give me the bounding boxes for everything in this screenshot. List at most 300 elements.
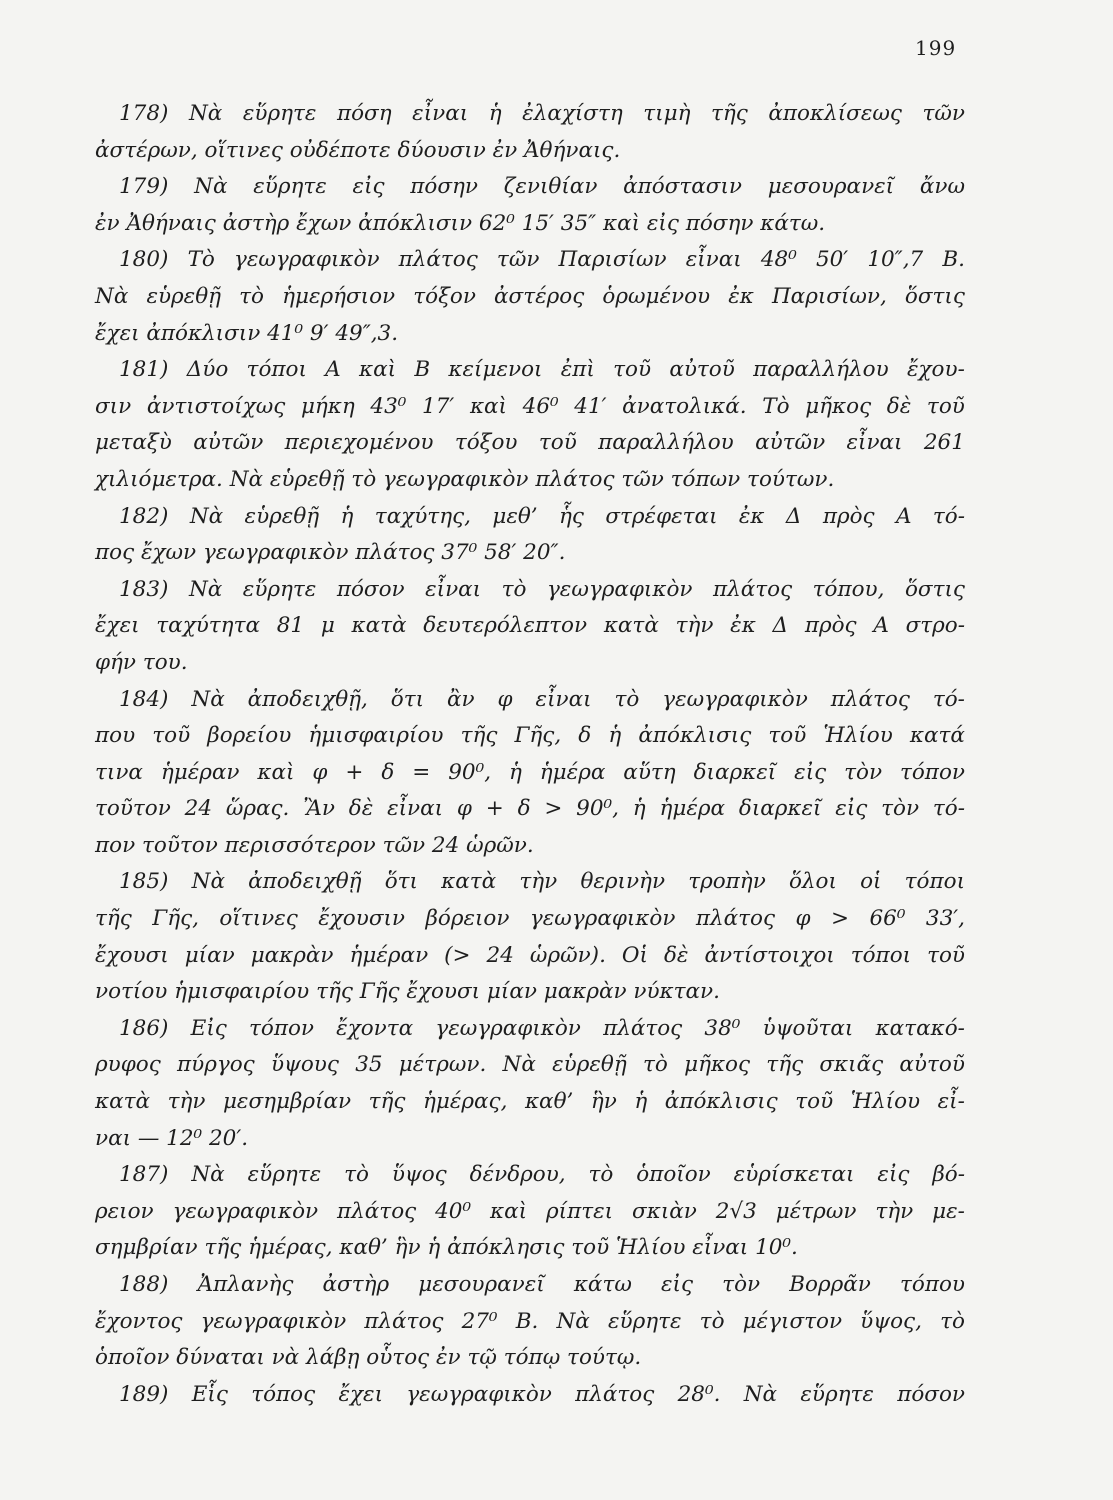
word: εὕρητε	[253, 174, 327, 200]
word: Νὰ	[502, 1052, 536, 1078]
word: τινα	[95, 759, 143, 785]
word: μέτρων	[775, 1198, 857, 1224]
word: ἣν	[590, 1089, 617, 1115]
word: τὴν	[519, 869, 558, 895]
text-line	[95, 938, 965, 975]
word: Β.	[515, 1308, 539, 1334]
word: δὲ	[663, 942, 689, 968]
word: εἰς	[661, 1272, 694, 1297]
word: τό-	[932, 686, 965, 712]
word: ἐκ	[730, 613, 756, 639]
word: εὑρεθῇ	[552, 1052, 627, 1078]
word: 10″,7	[867, 247, 924, 273]
word: +	[485, 796, 504, 822]
text-line	[95, 1011, 965, 1048]
word: μέγιστον	[742, 1308, 843, 1334]
word: πλάτος	[364, 1308, 444, 1334]
word: ἔχοντος	[95, 1308, 183, 1334]
word: 187)	[119, 1162, 169, 1188]
word: γεωγραφικὸν	[233, 247, 380, 273]
word: σκιᾶς	[819, 1052, 884, 1078]
word: Νὰ	[95, 283, 129, 309]
word: πόσην	[410, 174, 478, 200]
word: ἂν	[447, 686, 475, 712]
word: θερινὴν	[580, 869, 666, 895]
word: τόξον	[413, 283, 476, 309]
word: ὡρῶν).	[529, 942, 606, 968]
word: ρίπτει	[546, 1198, 614, 1224]
text-line-content: πον τοῦτον περισσότερον τῶν 24 ὡρῶν.	[95, 832, 534, 858]
problem-185	[95, 864, 965, 1010]
word: ἐκ	[738, 503, 765, 529]
word: γεωγραφικὸν	[435, 1015, 581, 1041]
word: διαρκεῖ	[693, 759, 777, 785]
word: εἰς	[835, 796, 868, 822]
word: 186)	[119, 1015, 169, 1041]
word: 38⁰	[704, 1015, 741, 1041]
text-line	[95, 901, 965, 938]
text-line	[95, 279, 965, 316]
word: τὸ	[239, 283, 264, 309]
word: γεωγραφικὸν	[662, 686, 808, 712]
word: δὲ	[348, 796, 374, 822]
word: κείμενοι	[448, 357, 543, 383]
word: κατὰ	[603, 613, 659, 639]
word: τροπὴν	[688, 869, 766, 895]
word: ἀποδειχθῇ,	[247, 686, 368, 712]
word: τῶν	[496, 247, 540, 273]
word: Παρισίων	[558, 247, 667, 273]
word: ἐλαχίστη	[522, 101, 623, 126]
word: ἡμέρα	[539, 759, 606, 785]
word: αὕτη	[623, 759, 676, 785]
word: δ	[517, 796, 531, 822]
word: Τὸ	[187, 247, 215, 273]
text-line-content: χιλιόμετρα. Νὰ εὑρεθῇ τὸ γεωγραφικὸν πλάτος τῶν τόπων τούτων.	[95, 466, 835, 492]
word: Α	[873, 613, 889, 639]
word: πρὸς	[822, 503, 875, 529]
text-line	[95, 645, 965, 682]
word: τὴν	[675, 613, 714, 639]
word: ἀποκλίσεως	[768, 101, 902, 126]
word: =	[412, 759, 431, 785]
word: κατὰ	[95, 1089, 151, 1115]
text-line	[95, 169, 965, 206]
word: 189)	[119, 1381, 169, 1407]
word: ἐκ	[728, 283, 754, 309]
word: εὕρητε	[607, 1308, 682, 1334]
text-line	[95, 974, 965, 1011]
word: μίαν	[184, 942, 235, 968]
word: ἀνατολικά.	[622, 393, 747, 419]
word: 24	[486, 942, 514, 968]
text-line	[95, 828, 965, 865]
problem-188	[95, 1267, 965, 1377]
word: οἵτινες	[219, 906, 298, 932]
word: ἡμερήσιον	[282, 283, 396, 309]
word: πλάτος	[575, 1381, 655, 1407]
word: τόπον	[899, 759, 965, 785]
text-line-content: ὁποῖον δύναται νὰ λάβῃ οὗτος ἐν τῷ τόπῳ τούτῳ.	[95, 1345, 642, 1371]
text-line	[95, 1194, 965, 1231]
word: ὕψους	[270, 1052, 339, 1078]
word: μῆκος	[805, 393, 872, 419]
word: ἀντιστοίχως	[146, 393, 286, 419]
word: τοῦ	[613, 357, 652, 383]
page-text	[95, 96, 965, 1413]
word: 182)	[119, 503, 169, 529]
word: μήκη	[300, 393, 355, 419]
word: τόπου	[900, 1272, 965, 1297]
word: τόξου	[454, 430, 518, 456]
word: περιεχομένου	[284, 430, 434, 456]
word: δευτερόλεπτον	[423, 613, 588, 639]
word: τοῦτον	[95, 796, 171, 822]
text-line	[95, 316, 965, 353]
word: πύργος	[177, 1052, 255, 1078]
word: Γῆς,	[152, 906, 199, 932]
word: ἔχει	[95, 613, 140, 639]
text-line	[95, 608, 965, 645]
word: 90⁰,	[576, 796, 619, 822]
word: τοῦ	[768, 723, 807, 749]
word: >	[831, 906, 850, 932]
word: Δύο	[186, 357, 229, 383]
word: 48⁰	[760, 247, 797, 273]
problem-179	[95, 169, 965, 242]
word: εὑρεθῇ	[146, 283, 222, 309]
word: ἡ	[632, 796, 646, 822]
word: τό-	[932, 503, 965, 529]
word: τόποι	[850, 942, 912, 968]
word: ἡ	[340, 503, 354, 529]
word: 24	[184, 796, 212, 822]
word: κατὰ	[441, 869, 497, 895]
word: στρέφεται	[605, 503, 718, 529]
word: εὕρητε	[242, 576, 317, 602]
word: γεωγραφικὸν	[529, 906, 676, 932]
word: μεσουρανεῖ	[767, 174, 895, 200]
word: 41′	[574, 393, 607, 419]
text-line	[95, 572, 965, 609]
text-line	[95, 425, 965, 462]
word: εἶναι	[685, 247, 742, 273]
word: ἀπόκλισις	[638, 723, 752, 749]
problem-187	[95, 1157, 965, 1267]
word: παραλλήλου	[598, 430, 734, 456]
word: ἡμέρας,	[422, 1089, 508, 1115]
word: εἶναι	[387, 796, 444, 822]
word: ἐπὶ	[560, 357, 595, 383]
word: Νὰ	[191, 686, 225, 712]
word: εὑρίσκεται	[733, 1162, 855, 1188]
word: ἡμέραν	[160, 759, 240, 785]
word: μεθ’	[492, 503, 538, 529]
word: καὶ	[358, 357, 397, 383]
word: ἔχουσιν	[318, 906, 405, 932]
word: παραλλήλου	[753, 357, 889, 383]
text-line-content: σημβρίαν τῆς ἡμέρας, καθ’ ἣν ἡ ἀπόκλησις τοῦ Ἡλίου εἶναι 10⁰.	[95, 1235, 798, 1261]
word: 180)	[119, 247, 169, 273]
word: 27⁰	[461, 1308, 498, 1334]
word: τόποι	[246, 357, 307, 383]
word: τὸν	[844, 759, 883, 785]
text-line	[95, 352, 965, 389]
word: μῆκος	[684, 1052, 751, 1078]
word: τόπον	[248, 1015, 314, 1041]
word: κατὰ	[351, 613, 407, 639]
word: τὴν	[167, 1089, 206, 1115]
word: βορείου	[207, 723, 292, 749]
word: Εἷς	[191, 1381, 228, 1407]
word: Νὰ	[188, 101, 223, 126]
text-line	[95, 1230, 965, 1267]
word: τοῦ	[927, 942, 965, 968]
problem-184	[95, 682, 965, 865]
problem-180	[95, 242, 965, 352]
word: με-	[932, 1198, 965, 1224]
word: τὸ	[940, 1308, 965, 1334]
word: μ	[320, 613, 335, 639]
word: ἀπόστασιν	[623, 174, 742, 200]
problem-183	[95, 572, 965, 682]
word: Νὰ	[194, 174, 228, 200]
word: φ	[795, 906, 811, 932]
word: πόση	[336, 101, 392, 126]
word: μέτρων.	[398, 1052, 487, 1078]
word: 46⁰	[522, 393, 559, 419]
word: 185)	[119, 869, 169, 895]
word: εὕρητε	[800, 1381, 874, 1407]
word: εἶναι	[425, 576, 482, 602]
word: Δ	[772, 613, 789, 639]
word: 188)	[119, 1272, 169, 1297]
word: ἄνω	[919, 174, 965, 200]
word: πλάτος	[337, 1198, 417, 1224]
word: ἡμέρα	[659, 796, 726, 822]
text-line	[95, 1377, 965, 1414]
word: ἧς	[559, 503, 584, 529]
text-line	[95, 755, 965, 792]
word: τοῦ	[152, 723, 191, 749]
word: εὑρεθῇ	[244, 503, 320, 529]
word: τοῦ	[795, 1089, 834, 1115]
text-line	[95, 499, 965, 536]
word: τό-	[932, 796, 965, 822]
word: εἰς	[794, 759, 827, 785]
text-line	[95, 1121, 965, 1158]
word: δένδρου,	[469, 1162, 566, 1188]
word: ὥρας.	[225, 796, 290, 822]
text-line	[95, 206, 965, 243]
word: Βορρᾶν	[789, 1272, 871, 1297]
word: στρο-	[905, 613, 965, 639]
word: Νὰ	[189, 503, 224, 529]
word: τῆς	[766, 1052, 804, 1078]
word: πλάτος	[695, 906, 776, 932]
word: 183)	[119, 576, 169, 602]
text-line	[95, 1304, 965, 1341]
problem-181	[95, 352, 965, 498]
word: (>	[444, 942, 471, 968]
word: αὐτῶν	[755, 430, 826, 456]
word: τῆς	[368, 1089, 406, 1115]
text-line	[95, 462, 965, 499]
word: 178)	[119, 101, 169, 126]
word: ἔχοντα	[336, 1015, 414, 1041]
text-line	[95, 535, 965, 572]
word: κάτω	[573, 1272, 632, 1297]
word: 2√3	[715, 1198, 757, 1224]
text-line	[95, 791, 965, 828]
word: ἀντίστοιχοι	[704, 942, 835, 968]
word: τοῦ	[538, 430, 577, 456]
word: ἀπόκλισις	[664, 1089, 778, 1115]
word: τῆς	[95, 906, 132, 932]
word: 40⁰	[435, 1198, 472, 1224]
word: 184)	[119, 686, 169, 712]
word: σιν	[95, 393, 132, 419]
word: τῆς	[711, 101, 748, 126]
word: φ	[456, 796, 472, 822]
word: τὸν	[881, 796, 920, 822]
word: δ	[381, 759, 395, 785]
text-line	[95, 1157, 965, 1194]
word: τοῦ	[926, 393, 965, 419]
word: εὕρητε	[242, 101, 317, 126]
word: τὸ	[699, 1308, 725, 1334]
text-line-content: ἔχει ἀπόκλισιν 41⁰ 9′ 49″,3.	[95, 320, 399, 346]
word: μεσημβρίαν	[222, 1089, 352, 1115]
word: Γῆς,	[514, 723, 562, 749]
text-line-content: νοτίου ἡμισφαιρίου τῆς Γῆς ἔχουσι μίαν μακρὰν νύκταν.	[95, 979, 720, 1005]
word: τὸ	[643, 1052, 668, 1078]
word: πρὸς	[804, 613, 857, 639]
word: κατά	[909, 723, 965, 749]
word: Νὰ	[191, 1162, 225, 1188]
word: Ἡλίου	[823, 723, 893, 749]
word: Εἰς	[190, 1015, 227, 1041]
word: ἡ	[488, 101, 502, 126]
word: μεσουρανεῖ	[418, 1272, 545, 1297]
word: Νὰ	[188, 576, 223, 602]
word: πλάτος	[603, 1015, 683, 1041]
text-line-content: φήν του.	[95, 649, 188, 675]
page-number: 199	[915, 36, 957, 60]
word: ταχύτητα	[156, 613, 260, 639]
word: Τὸ	[762, 393, 790, 419]
text-line-content: ναι — 12⁰ 20′.	[95, 1125, 249, 1151]
word: +	[345, 759, 364, 785]
word: πλάτος	[398, 247, 478, 273]
word: ὁρωμένου	[602, 283, 711, 309]
word: ἡμέραν	[349, 942, 429, 968]
word: μακρὰν	[250, 942, 334, 968]
word: 33′,	[925, 906, 965, 932]
text-line-content: ἐν Ἀθήναις ἀστὴρ ἔχων ἀπόκλισιν 62⁰ 15′ 35″ καὶ εἰς πόσην κάτω.	[95, 210, 826, 236]
text-line	[95, 96, 965, 133]
word: ἡ	[608, 723, 622, 749]
word: τὴν	[875, 1198, 914, 1224]
word: γεωγραφικὸν	[546, 576, 693, 602]
text-line	[95, 1047, 965, 1084]
word: κατακό-	[875, 1015, 965, 1041]
text-line	[95, 1340, 965, 1377]
word: >	[544, 796, 563, 822]
word: τὸν	[722, 1272, 761, 1297]
word: τῆς	[460, 723, 498, 749]
problem-186	[95, 1011, 965, 1157]
word: 66⁰	[869, 906, 906, 932]
word: πλάτος	[830, 686, 910, 712]
text-line	[95, 864, 965, 901]
word: 28⁰.	[677, 1381, 721, 1407]
word: εἶναι	[846, 430, 903, 456]
word: ταχύτης,	[374, 503, 471, 529]
word: ἔχου-	[906, 357, 965, 383]
word: 17′	[422, 393, 455, 419]
word: Δ	[785, 503, 802, 529]
word: Ἀπλανὴς	[197, 1272, 294, 1297]
text-line-content: ἀστέρων, οἵτινες οὐδέποτε δύουσιν ἐν Ἀθήναις.	[95, 137, 621, 163]
word: τὸ	[614, 686, 640, 712]
word: οἱ	[860, 869, 882, 895]
word: Νὰ	[556, 1308, 590, 1334]
word: γεωγραφικὸν	[406, 1381, 552, 1407]
word: βόρειον	[425, 906, 510, 932]
word: 43⁰	[370, 393, 407, 419]
word: καὶ	[469, 393, 507, 419]
word: διαρκεῖ	[738, 796, 822, 822]
word: τόποι	[904, 869, 965, 895]
word: Νὰ	[191, 869, 225, 895]
word: ὅλοι	[788, 869, 837, 895]
word: σκιὰν	[632, 1198, 697, 1224]
word: ἔχει	[338, 1381, 384, 1407]
word: εἶναι	[412, 101, 469, 126]
text-line	[95, 242, 965, 279]
text-line	[95, 1267, 965, 1304]
word: εἰς	[877, 1162, 910, 1188]
word: εἰς	[352, 174, 385, 200]
text-line	[95, 389, 965, 426]
word: φ	[497, 686, 513, 712]
word: τὸ	[588, 1162, 614, 1188]
word: πόσον	[897, 1381, 965, 1407]
text-line	[95, 718, 965, 755]
word: που	[95, 723, 136, 749]
word: Παρισίων,	[771, 283, 887, 309]
word: 81	[276, 613, 305, 639]
word: πλάτος	[712, 576, 793, 602]
word: πόσον	[336, 576, 405, 602]
word: Οἱ	[621, 942, 648, 968]
word: ὕψος,	[860, 1308, 922, 1334]
word: Ἡλίου	[850, 1089, 921, 1115]
word: μεταξὺ	[95, 430, 172, 456]
word: τιμὴ	[643, 101, 691, 126]
word: φ	[312, 759, 328, 785]
word: Α	[325, 357, 341, 383]
word: τὸ	[344, 1162, 369, 1188]
word: Ἂν	[303, 796, 335, 822]
word: ὕψος	[391, 1162, 447, 1188]
word: ἔχουσι	[95, 942, 169, 968]
word: ἡμισφαιρίου	[308, 723, 444, 749]
word: αὐτῶν	[193, 430, 264, 456]
word: ἀστέρος	[494, 283, 585, 309]
word: ὅτι	[390, 686, 425, 712]
